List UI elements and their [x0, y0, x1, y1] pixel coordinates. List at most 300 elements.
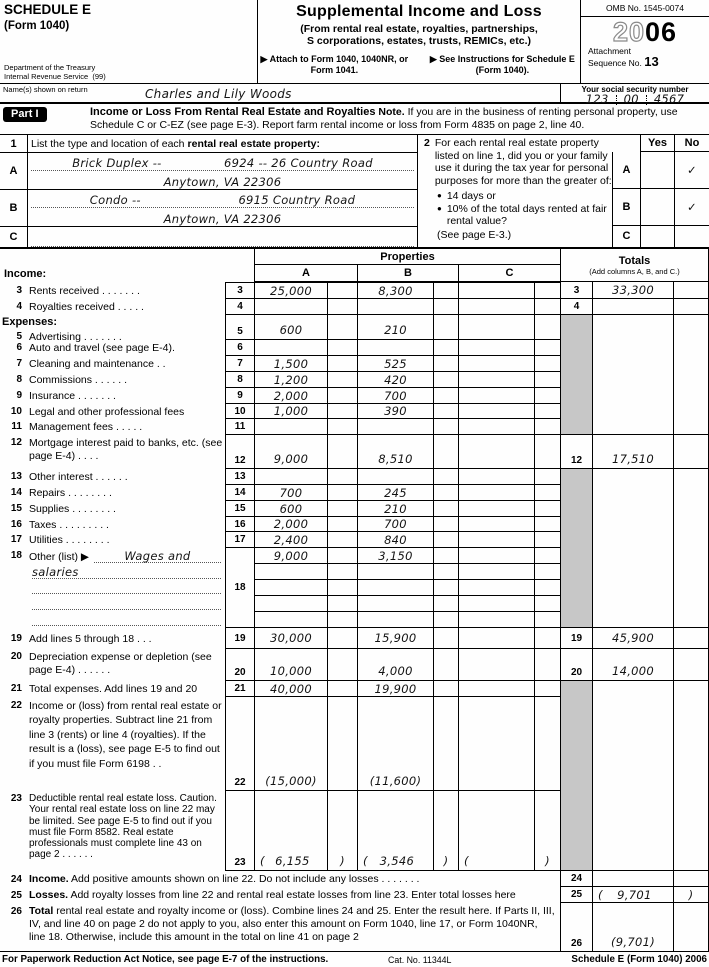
- cell-23-b[interactable]: ( 3,546: [357, 791, 433, 871]
- cell-18b-c-cents[interactable]: [534, 564, 560, 580]
- property-b-letter: B: [0, 190, 28, 227]
- cell-21-a[interactable]: 40,000: [254, 681, 327, 697]
- line-19-numbox: 19: [225, 628, 254, 649]
- column-a-header: A: [254, 265, 357, 282]
- cell-17-a-cents[interactable]: [327, 532, 357, 548]
- cell-4-c[interactable]: [458, 299, 534, 315]
- cell-3-c-cents[interactable]: [534, 282, 560, 299]
- property-list-section: [0, 134, 709, 249]
- cell-22-a-cents[interactable]: [327, 697, 357, 791]
- totals-empty-block: [592, 681, 673, 871]
- totals-empty-block: [592, 315, 673, 435]
- cell-11-a-cents[interactable]: [327, 419, 357, 435]
- cell-19-total-cents[interactable]: [673, 628, 709, 649]
- cell-7-a-cents[interactable]: [327, 356, 357, 372]
- cell-14-a[interactable]: 700: [254, 485, 327, 501]
- line-18-dotted-line[interactable]: [0, 580, 225, 596]
- cell-6-a[interactable]: [254, 340, 327, 356]
- line-25-total-numbox: 25: [560, 887, 592, 903]
- cell-3-c[interactable]: [458, 282, 534, 299]
- cell-16-b[interactable]: 700: [357, 517, 433, 532]
- cell-22-c-cents[interactable]: [534, 697, 560, 791]
- cell-6-b[interactable]: [357, 340, 433, 356]
- line-21-label: 21 Total expenses. Add lines 19 and 20: [10, 683, 198, 696]
- agency-block: [4, 64, 253, 81]
- catalog-number: Cat. No. 11344L: [388, 955, 452, 965]
- line-5-label: Expenses: 5 Advertising . . . . . . .: [0, 315, 225, 340]
- cell-25-total-cents[interactable]: ): [673, 887, 709, 903]
- cell-21-c[interactable]: [458, 681, 534, 697]
- cell-19-a-cents[interactable]: [327, 628, 357, 649]
- cell-20-c[interactable]: [458, 649, 534, 681]
- cell-14-c-cents[interactable]: [534, 485, 560, 501]
- income-heading: Income:: [4, 268, 47, 280]
- attach-instructions: ▶ Attach to Form 1040, 1040NR, or Form 1041. ▶ See Instructions for Schedule E (Form 1040).: [260, 54, 575, 75]
- checkbox-c-yes[interactable]: [640, 226, 674, 247]
- line-20-total-numbox: 20: [560, 649, 592, 681]
- property-a-description[interactable]: Brick Duplex -- 6924 -- 26 Country Road Anytown, VA 22306: [28, 153, 417, 190]
- cell-8-b[interactable]: 420: [357, 372, 433, 388]
- form-number: (Form 1040): [4, 20, 70, 32]
- cell-18d-a-cents[interactable]: [327, 596, 357, 612]
- cell-8-c-cents[interactable]: [534, 372, 560, 388]
- cell-18d-a[interactable]: [254, 596, 327, 612]
- cell-8-b-cents[interactable]: [433, 372, 458, 388]
- cell-26-total-cents[interactable]: [673, 903, 709, 951]
- cell-21-c-cents[interactable]: [534, 681, 560, 697]
- cell-10-b[interactable]: 390: [357, 404, 433, 419]
- cell-13-c-cents[interactable]: [534, 469, 560, 485]
- name-label: Name(s) shown on return: [3, 85, 88, 94]
- cell-19-b[interactable]: 15,900: [357, 628, 433, 649]
- line1-label: List the type and location of each rental real estate property:: [28, 135, 417, 153]
- row-c-letter: C: [612, 226, 640, 247]
- cell-18b-a[interactable]: [254, 564, 327, 580]
- line-8-numbox: 8: [225, 372, 254, 388]
- line-19-total-numbox: 19: [560, 628, 592, 649]
- column-b-header: B: [357, 265, 458, 282]
- line-4-label: 4 Royalties received . . . . .: [16, 301, 144, 314]
- cell-20-a-cents[interactable]: [327, 649, 357, 681]
- line-18-label-2: [0, 564, 225, 580]
- totals-header: Totals (Add columns A, B, and C.): [560, 249, 709, 282]
- cell-5-c[interactable]: [458, 315, 534, 340]
- cell-15-b-cents[interactable]: [433, 501, 458, 517]
- line2-bullets: ● 14 days or ● 10% of the total days rented at fair rental value?: [437, 190, 607, 227]
- cell-5-c-cents[interactable]: [534, 315, 560, 340]
- yes-column-header: Yes: [640, 135, 674, 152]
- cell-11-c[interactable]: [458, 419, 534, 435]
- cell-16-b-cents[interactable]: [433, 517, 458, 532]
- cell-4-a-cents[interactable]: [327, 299, 357, 315]
- line-9-numbox: 9: [225, 388, 254, 404]
- line-22-numbox: 22: [225, 697, 254, 791]
- cell-13-b[interactable]: [357, 469, 433, 485]
- line-24-total-numbox: 24: [560, 871, 592, 887]
- totals-empty-block: [592, 469, 673, 628]
- line-11-label: 11 Management fees . . . . .: [11, 421, 143, 434]
- property-c-description[interactable]: [28, 227, 417, 247]
- line-11-numbox: 11: [225, 419, 254, 435]
- cell-22-a[interactable]: (15,000): [254, 697, 327, 791]
- cell-13-a-cents[interactable]: [327, 469, 357, 485]
- line-12-label: 12 Mortgage interest paid to banks, etc. (see page E-4) . . . .: [10, 437, 223, 462]
- line-23-label: 23 Deductible rental real estate loss. Caution. Your rental real estate loss on line 22 may be limited. See page E-5 to find out if you must file Form 8582. Real estate professionals must complete line 43 on page 2 . . . . . .: [10, 793, 217, 861]
- cell-21-b-cents[interactable]: [433, 681, 458, 697]
- line-5-numbox: 5: [225, 315, 254, 340]
- other-expense-text[interactable]: Wages and: [94, 550, 221, 563]
- cell-16-a[interactable]: 2,000: [254, 517, 327, 532]
- line-10-label: 10 Legal and other professional fees: [10, 405, 185, 418]
- line-20-numbox: 20: [225, 649, 254, 681]
- cell-18e-b-cents[interactable]: [433, 612, 458, 628]
- cell-18d-c-cents[interactable]: [534, 596, 560, 612]
- cell-20-b-cents[interactable]: [433, 649, 458, 681]
- attachment-number: 13: [644, 53, 659, 69]
- cell-10-a-cents[interactable]: [327, 404, 357, 419]
- checkbox-a-no[interactable]: ✓: [674, 152, 709, 189]
- line-26-total-numbox: 26: [560, 903, 592, 951]
- cell-24-total-cents[interactable]: [673, 871, 709, 887]
- cell-18-a-cents[interactable]: [327, 548, 357, 564]
- expenses-heading: Expenses:: [2, 316, 58, 328]
- omb-number: OMB No. 1545-0074: [581, 0, 709, 17]
- ssn-field[interactable]: [560, 84, 709, 106]
- line-14-numbox: 14: [225, 485, 254, 501]
- properties-header: Properties: [254, 249, 560, 265]
- cell-18d-b-cents[interactable]: [433, 596, 458, 612]
- cell-4-total[interactable]: [592, 299, 673, 315]
- cell-8-c[interactable]: [458, 372, 534, 388]
- line-12-numbox: 12: [225, 435, 254, 469]
- cell-18c-b-cents[interactable]: [433, 580, 458, 596]
- line-12-total-numbox: 12: [560, 435, 592, 469]
- cell-12-total-cents[interactable]: [673, 435, 709, 469]
- cell-3-b-cents[interactable]: [433, 282, 458, 299]
- name-value[interactable]: Charles and Lily Woods: [145, 87, 292, 101]
- cell-23-b-cents[interactable]: ): [433, 791, 458, 871]
- form-title: Supplemental Income and Loss: [296, 3, 542, 20]
- ssn-value[interactable]: 123 00 4567: [585, 92, 685, 106]
- cell-9-c-cents[interactable]: [534, 388, 560, 404]
- line-16-numbox: 16: [225, 517, 254, 532]
- cell-16-c[interactable]: [458, 517, 534, 532]
- line-17-numbox: 17: [225, 532, 254, 548]
- property-a-letter: A: [0, 153, 28, 190]
- cell-17-c-cents[interactable]: [534, 532, 560, 548]
- cell-25-total[interactable]: ( 9,701: [592, 887, 673, 903]
- line-7-label: 7 Cleaning and maintenance . .: [16, 358, 166, 371]
- line-25-label: 25 Losses. Add royalty losses from line 22 and rental real estate losses from line 23. Enter total losses here: [10, 888, 516, 901]
- attachment-sequence: Attachment Sequence No. 13: [588, 46, 659, 69]
- line1-property-list: [0, 135, 418, 247]
- form-subtitle: (From rental real estate, royalties, partnerships, S corporations, estates, trusts, REMICs, etc.): [300, 23, 538, 47]
- paperwork-notice: For Paperwork Reduction Act Notice, see page E-7 of the instructions.: [2, 954, 329, 965]
- schedule-name: SCHEDULE E: [4, 2, 92, 17]
- cell-4-b-cents[interactable]: [433, 299, 458, 315]
- cell-20-b[interactable]: 4,000: [357, 649, 433, 681]
- cell-10-b-cents[interactable]: [433, 404, 458, 419]
- line2-personal-use-question: [418, 135, 709, 247]
- cell-18c-c-cents[interactable]: [534, 580, 560, 596]
- cell-23-c[interactable]: (: [458, 791, 534, 871]
- cell-15-c-cents[interactable]: [534, 501, 560, 517]
- part1-heading: Income or Loss From Rental Real Estate and Royalties: [90, 106, 376, 118]
- cell-18c-a-cents[interactable]: [327, 580, 357, 596]
- cell-16-a-cents[interactable]: [327, 517, 357, 532]
- cell-16-c-cents[interactable]: [534, 517, 560, 532]
- form-header: [0, 0, 709, 84]
- line2-text: For each rental real estate property listed on line 1, did you or your family use it during the tax year for personal purposes for more than the greater of:: [434, 137, 612, 187]
- cell-5-b-cents[interactable]: [433, 315, 458, 340]
- cell-23-a-cents[interactable]: ): [327, 791, 357, 871]
- cell-9-a[interactable]: 2,000: [254, 388, 327, 404]
- cell-10-a[interactable]: 1,000: [254, 404, 327, 419]
- cell-10-c[interactable]: [458, 404, 534, 419]
- agency-line1: Department of the Treasury: [4, 63, 96, 72]
- ssn-separator: [646, 95, 647, 105]
- property-b-description[interactable]: Condo -- 6915 Country Road Anytown, VA 22306: [28, 190, 417, 227]
- part1-badge: Part I: [3, 107, 47, 122]
- cell-18b-c[interactable]: [458, 564, 534, 580]
- cell-19-c-cents[interactable]: [534, 628, 560, 649]
- cell-23-a[interactable]: ( 6,155: [254, 791, 327, 871]
- cell-20-a[interactable]: 10,000: [254, 649, 327, 681]
- line-3-label: 3 Rents received . . . . . . .: [16, 284, 140, 297]
- cell-15-c[interactable]: [458, 501, 534, 517]
- cell-18d-c[interactable]: [458, 596, 534, 612]
- cell-11-c-cents[interactable]: [534, 419, 560, 435]
- cell-9-b[interactable]: 700: [357, 388, 433, 404]
- cell-10-c-cents[interactable]: [534, 404, 560, 419]
- part1-heading-text: Income or Loss From Rental Real Estate and Royalties Note. If you are in the business of renting personal property, use Schedule C or C-EZ (see page E-3). Report farm rental income or loss from Form 4835 on page 2, line 40.: [90, 106, 678, 131]
- line-20-label: 20 Depreciation expense or depletion (see page E-4) . . . . . .: [10, 651, 212, 676]
- cell-22-b[interactable]: (11,600): [357, 697, 433, 791]
- cell-17-c[interactable]: [458, 532, 534, 548]
- line-8-label: 8 Commissions . . . . . .: [16, 374, 128, 387]
- line-9-label: 9 Insurance . . . . . . .: [16, 390, 116, 403]
- bullet-icon: ●: [437, 203, 442, 213]
- cell-18d-b[interactable]: [357, 596, 433, 612]
- cell-6-b-cents[interactable]: [433, 340, 458, 356]
- cell-26-total[interactable]: (9,701): [592, 903, 673, 951]
- cell-5-a[interactable]: 600: [254, 315, 327, 340]
- cell-19-total[interactable]: 45,900: [592, 628, 673, 649]
- line1-number: 1: [0, 135, 28, 153]
- cell-18e-c-cents[interactable]: [534, 612, 560, 628]
- form-footer: [0, 952, 709, 966]
- cell-4-total-cents[interactable]: [673, 299, 709, 315]
- line-21-numbox: 21: [225, 681, 254, 697]
- name-field[interactable]: [0, 84, 560, 102]
- shaded-totals-block: [560, 469, 592, 628]
- checkbox-b-no[interactable]: ✓: [674, 189, 709, 226]
- cell-20-total[interactable]: 14,000: [592, 649, 673, 681]
- cell-12-b-cents[interactable]: [433, 435, 458, 469]
- line-3-total-numbox: 3: [560, 282, 592, 299]
- cell-5-a-cents[interactable]: [327, 315, 357, 340]
- cell-18e-a-cents[interactable]: [327, 612, 357, 628]
- cell-18-c[interactable]: [458, 548, 534, 564]
- line-26-label: 26 Total rental real estate and royalty income or (loss). Combine lines 24 and 25. Enter the result here. If Parts II, III, IV, and line 40 on page 2 do not apply to you, also enter this amount on Form 1040, line 17, or Form 1040NR, line 18. Otherwise, include this amount in the total on line 41 on page 2: [10, 905, 555, 943]
- line-15-numbox: 15: [225, 501, 254, 517]
- line-18-label: 18 Other (list) ▶ Wages and: [0, 548, 225, 564]
- line-19-label: 19 Add lines 5 through 18 . . .: [10, 632, 152, 645]
- cell-11-b[interactable]: [357, 419, 433, 435]
- totals-empty-cents-block: [673, 681, 709, 871]
- cell-17-b[interactable]: 840: [357, 532, 433, 548]
- line-18-numbox: 18: [225, 548, 254, 628]
- cell-13-a[interactable]: [254, 469, 327, 485]
- property-c-letter: C: [0, 227, 28, 247]
- cell-21-a-cents[interactable]: [327, 681, 357, 697]
- cell-20-total-cents[interactable]: [673, 649, 709, 681]
- cell-3-a[interactable]: 25,000: [254, 282, 327, 299]
- cell-14-a-cents[interactable]: [327, 485, 357, 501]
- line-6-numbox: 6: [225, 340, 254, 356]
- cell-22-c[interactable]: [458, 697, 534, 791]
- line2-number: 2: [424, 137, 430, 149]
- cell-18c-a[interactable]: [254, 580, 327, 596]
- cell-14-c[interactable]: [458, 485, 534, 501]
- cell-18c-b[interactable]: [357, 580, 433, 596]
- cell-8-a[interactable]: 1,200: [254, 372, 327, 388]
- line-7-numbox: 7: [225, 356, 254, 372]
- cell-7-c[interactable]: [458, 356, 534, 372]
- yes-no-table: [612, 135, 709, 247]
- cell-9-b-cents[interactable]: [433, 388, 458, 404]
- line-10-numbox: 10: [225, 404, 254, 419]
- cell-3-total-cents[interactable]: [673, 282, 709, 299]
- name-ssn-row: [0, 84, 709, 104]
- no-column-header: No: [674, 135, 709, 152]
- cell-23-c-cents[interactable]: ): [534, 791, 560, 871]
- checkbox-a-yes[interactable]: [640, 152, 674, 189]
- cell-3-b[interactable]: 8,300: [357, 282, 433, 299]
- cell-15-a-cents[interactable]: [327, 501, 357, 517]
- cell-3-total[interactable]: 33,300: [592, 282, 673, 299]
- shaded-totals-block: [560, 681, 592, 871]
- cell-18b-b[interactable]: [357, 564, 433, 580]
- cell-11-b-cents[interactable]: [433, 419, 458, 435]
- cell-15-b[interactable]: 210: [357, 501, 433, 517]
- form-id-block: [0, 0, 258, 83]
- cell-7-b-cents[interactable]: [433, 356, 458, 372]
- form-footer-id: Schedule E (Form 1040) 2006: [571, 954, 707, 965]
- line-3-numbox: 3: [225, 282, 254, 299]
- line-16-label: 16 Taxes . . . . . . . . .: [10, 518, 109, 531]
- form-title-block: [258, 0, 580, 83]
- cell-18-c-cents[interactable]: [534, 548, 560, 564]
- cell-12-a[interactable]: 9,000: [254, 435, 327, 469]
- cell-5-b[interactable]: 210: [357, 315, 433, 340]
- cell-18-a[interactable]: 9,000: [254, 548, 327, 564]
- line-24-label: 24 Income. Add positive amounts shown on line 22. Do not include any losses . . . . . . .: [10, 872, 420, 885]
- line-6-label: 6 Auto and travel (see page E-4).: [16, 342, 175, 355]
- cell-15-a[interactable]: 600: [254, 501, 327, 517]
- ssn-separator: [616, 95, 617, 105]
- line-13-label: 13 Other interest . . . . . .: [10, 471, 128, 484]
- cell-19-b-cents[interactable]: [433, 628, 458, 649]
- cell-9-a-cents[interactable]: [327, 388, 357, 404]
- cell-18e-c[interactable]: [458, 612, 534, 628]
- cell-11-a[interactable]: [254, 419, 327, 435]
- cell-18e-b[interactable]: [357, 612, 433, 628]
- cell-13-c[interactable]: [458, 469, 534, 485]
- cell-12-c-cents[interactable]: [534, 435, 560, 469]
- cell-20-c-cents[interactable]: [534, 649, 560, 681]
- totals-empty-cents-block: [673, 469, 709, 628]
- cell-3-a-cents[interactable]: [327, 282, 357, 299]
- row-b-letter: B: [612, 189, 640, 226]
- cell-18c-c[interactable]: [458, 580, 534, 596]
- checkbox-c-no[interactable]: [674, 226, 709, 247]
- cell-22-b-cents[interactable]: [433, 697, 458, 791]
- totals-empty-cents-block: [673, 315, 709, 435]
- cell-7-c-cents[interactable]: [534, 356, 560, 372]
- part1-header: [0, 104, 709, 134]
- cell-7-a[interactable]: 1,500: [254, 356, 327, 372]
- ssn-label: Your social security number: [581, 85, 689, 94]
- shaded-totals-block: [560, 315, 592, 435]
- cell-12-a-cents[interactable]: [327, 435, 357, 469]
- cell-14-b[interactable]: 245: [357, 485, 433, 501]
- see-page-note: (See page E-3.): [437, 228, 512, 241]
- cell-4-c-cents[interactable]: [534, 299, 560, 315]
- cell-17-b-cents[interactable]: [433, 532, 458, 548]
- line-13-numbox: 13: [225, 469, 254, 485]
- cell-7-b[interactable]: 525: [357, 356, 433, 372]
- line-4-numbox: 4: [225, 299, 254, 315]
- cell-17-a[interactable]: 2,400: [254, 532, 327, 548]
- cell-12-total[interactable]: 17,510: [592, 435, 673, 469]
- line-22-label: 22 Income or (loss) from rental real estate or royalty properties. Subtract line 21 from line 3 (rents) or line 4 (royalties). If the result is a (loss), see page E-5 to find out if you must file Form 6198 . .: [10, 700, 222, 770]
- cell-21-b[interactable]: 19,900: [357, 681, 433, 697]
- cell-18b-b-cents[interactable]: [433, 564, 458, 580]
- cell-18-b[interactable]: 3,150: [357, 548, 433, 564]
- cell-24-total[interactable]: [592, 871, 673, 887]
- cell-19-c[interactable]: [458, 628, 534, 649]
- line-15-label: 15 Supplies . . . . . . . .: [10, 503, 116, 516]
- cell-6-a-cents[interactable]: [327, 340, 357, 356]
- income-expense-table: [0, 249, 709, 952]
- cell-12-c[interactable]: [458, 435, 534, 469]
- agency-line2: Internal Revenue Service (99): [4, 71, 106, 81]
- checkbox-b-yes[interactable]: [640, 189, 674, 226]
- cell-6-c[interactable]: [458, 340, 534, 356]
- line-18-dotted-line[interactable]: [0, 612, 225, 628]
- cell-18-b-cents[interactable]: [433, 548, 458, 564]
- cell-12-b[interactable]: 8,510: [357, 435, 433, 469]
- cell-19-a[interactable]: 30,000: [254, 628, 327, 649]
- other-expense-text[interactable]: salaries: [32, 566, 221, 579]
- cell-4-b[interactable]: [357, 299, 433, 315]
- cell-9-c[interactable]: [458, 388, 534, 404]
- line-23-numbox: 23: [225, 791, 254, 871]
- cell-4-a[interactable]: [254, 299, 327, 315]
- line-18-dotted-line[interactable]: [0, 596, 225, 612]
- cell-14-b-cents[interactable]: [433, 485, 458, 501]
- cell-18e-a[interactable]: [254, 612, 327, 628]
- omb-year-block: [580, 0, 709, 83]
- tax-year: 2006: [612, 17, 678, 47]
- line-14-label: 14 Repairs . . . . . . . .: [10, 487, 112, 500]
- column-c-header: C: [458, 265, 560, 282]
- cell-13-b-cents[interactable]: [433, 469, 458, 485]
- cell-18b-a-cents[interactable]: [327, 564, 357, 580]
- cell-6-c-cents[interactable]: [534, 340, 560, 356]
- cell-8-a-cents[interactable]: [327, 372, 357, 388]
